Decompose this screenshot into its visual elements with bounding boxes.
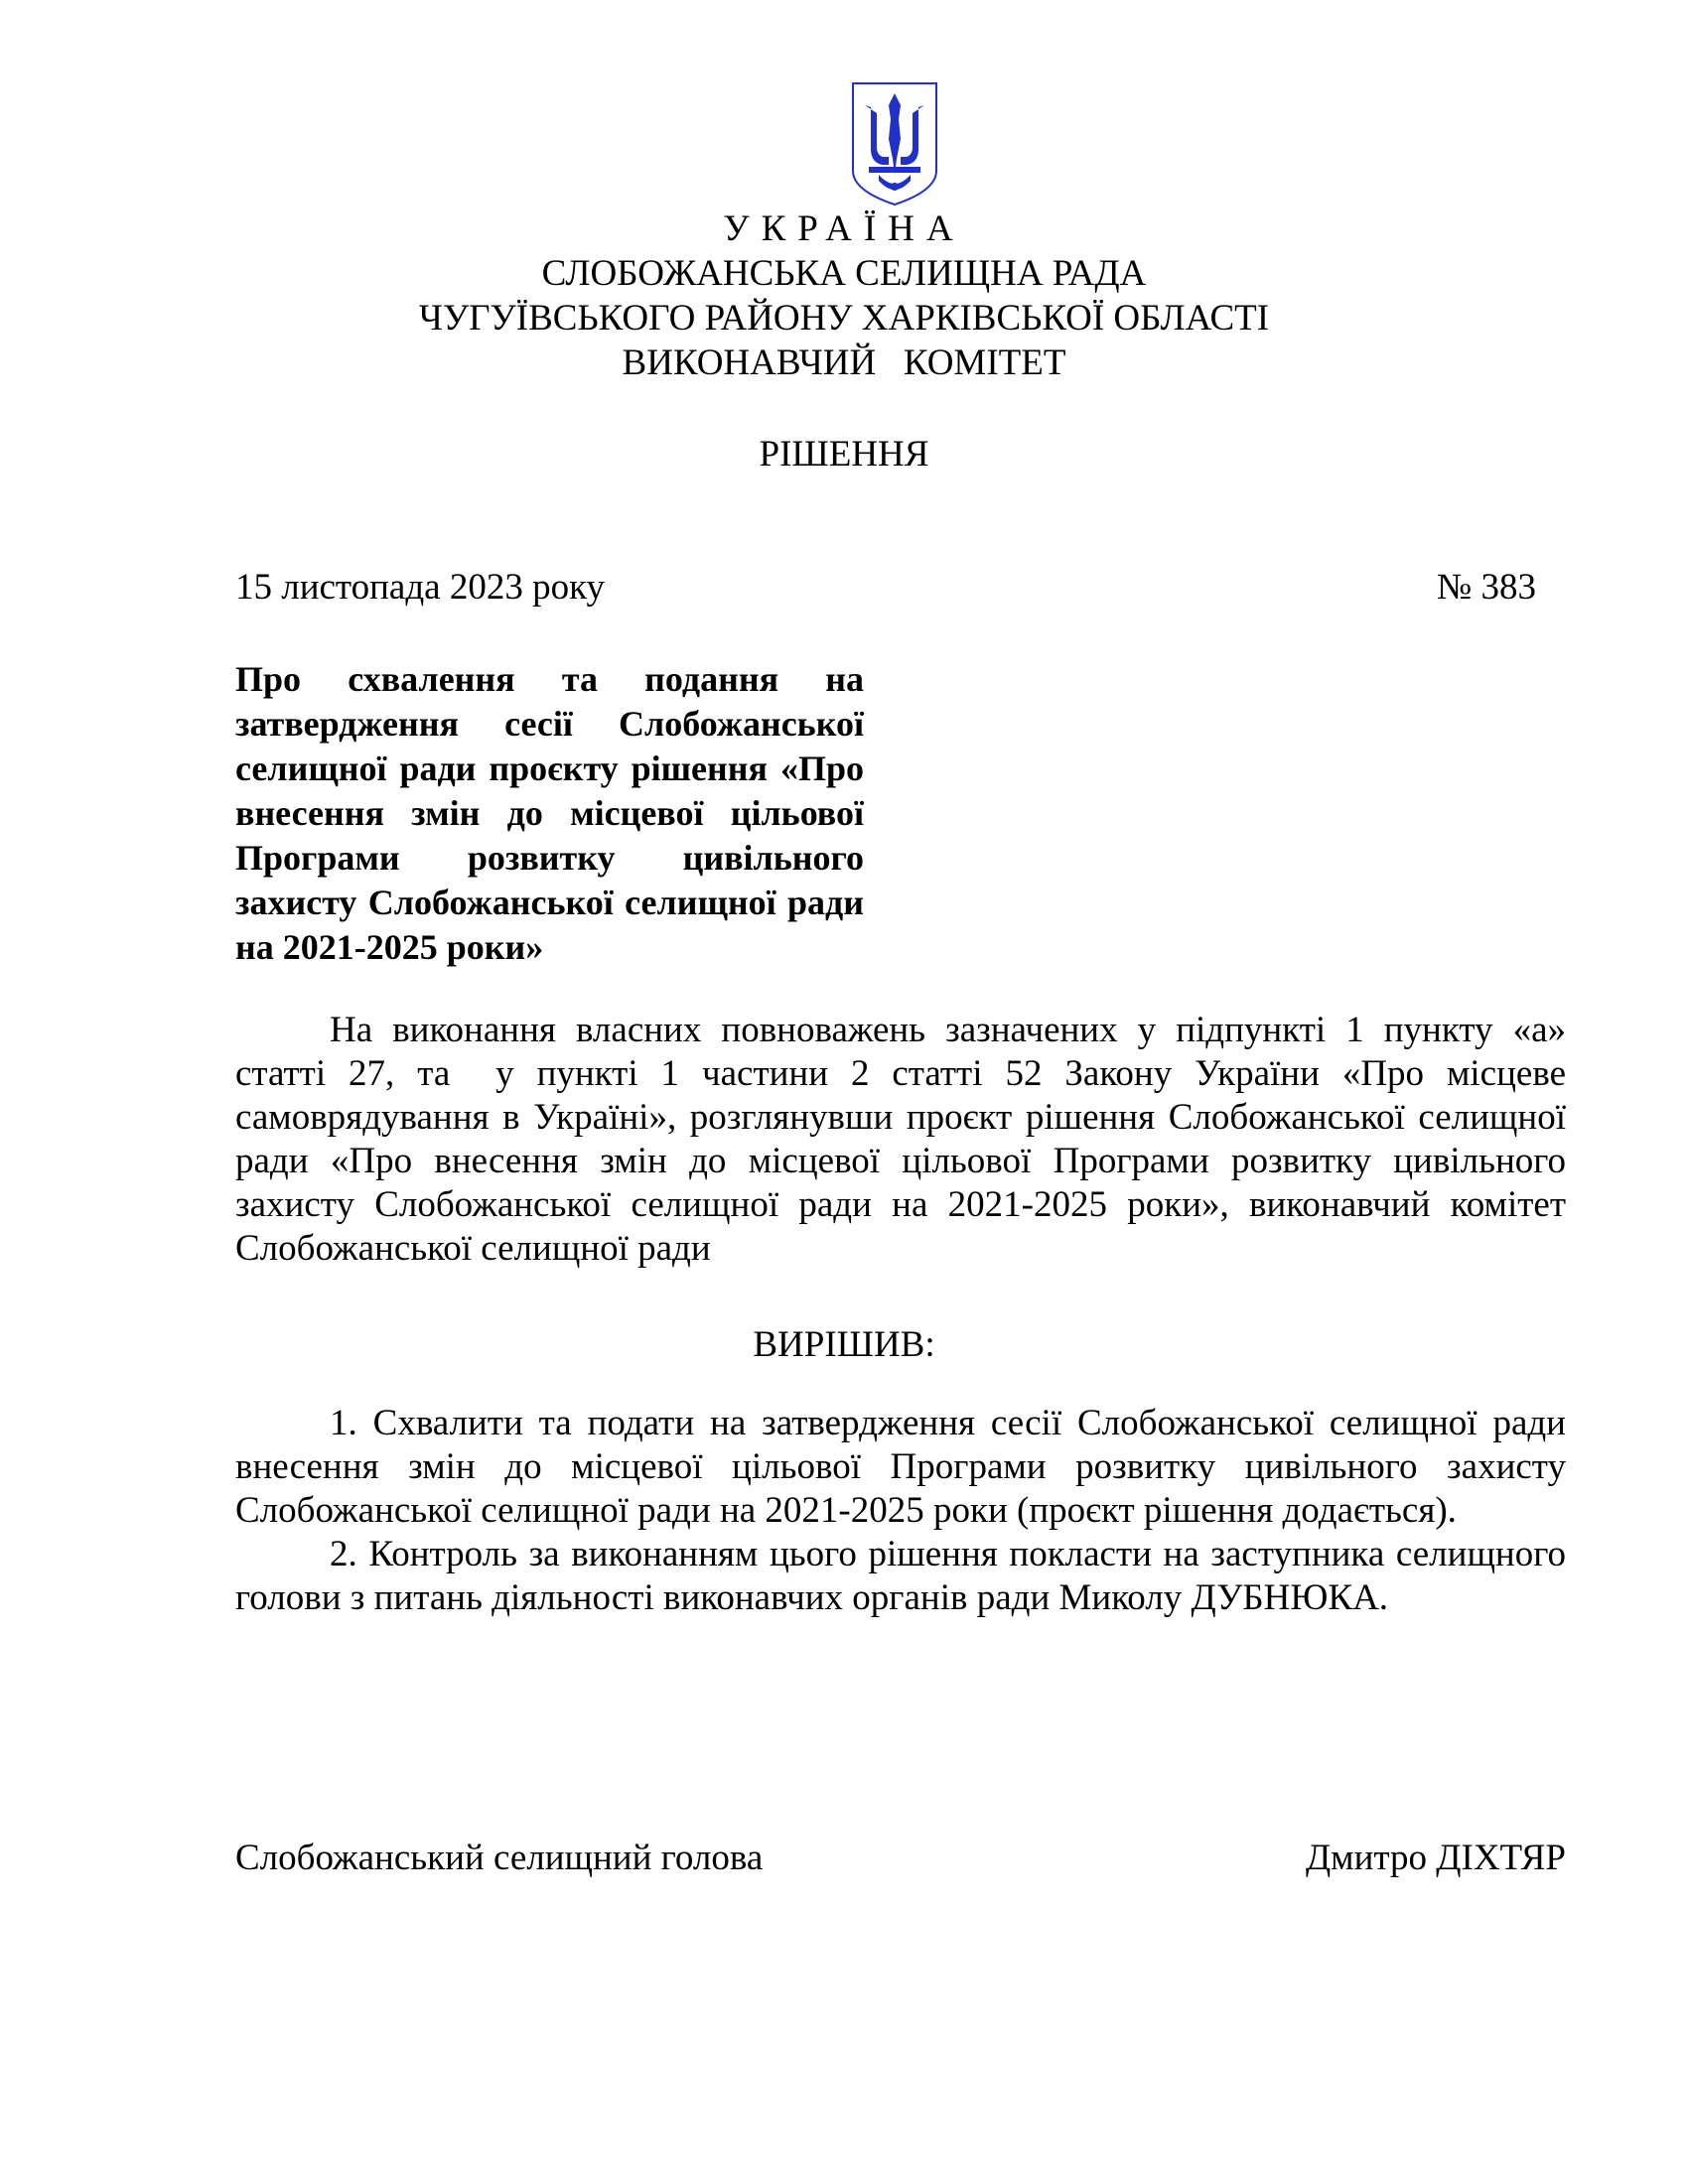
letterhead-committee: ВИКОНАВЧИЙ КОМІТЕТ — [622, 342, 1066, 383]
trident-icon — [849, 79, 940, 208]
letterhead-district: ЧУГУЇВСЬКОГО РАЙОНУ ХАРКІВСЬКОЇ ОБЛАСТІ — [418, 298, 1270, 339]
document-subject: Про схвалення та подання на затвердження сесії Слобожанської селищної ради проєкту рішення «Про внесення змін до місцевої цільової Програми розвитку цивільного захисту Слобожанської селищної ради на 2021-2025 роки» — [235, 659, 864, 967]
letterhead-country: УКРАЇНА — [723, 208, 965, 249]
decision-item: 1. Схвалити та подати на затвердження сесії Слобожанської селищної ради внесення змін до місцевої цільової Програми розвитку цивільного захисту Слобожанської селищної ради на 2021-2025 роки (проєкт рішення додається). — [235, 1403, 1566, 1531]
resolved-heading: ВИРІШИВ: — [753, 1324, 935, 1365]
letterhead — [0, 206, 1688, 385]
signatory-name: Дмитро ДІХТЯР — [1305, 1838, 1566, 1878]
document-date: 15 листопада 2023 року — [235, 567, 606, 608]
preamble-paragraph: На виконання власних повноважень зазначених у підпункті 1 пункту «а» статті 27, та у пункті 1 частини 2 статті 52 Закону України «Про місцеве самоврядування в Україні», розглянувши проєкт рішення Слобожанської селищної ради «Про внесення змін до місцевої цільової Програми розвитку цивільного захисту Слобожанської селищної ради на 2021-2025 роки», виконавчий комітет Слобожанської селищної ради — [235, 1010, 1576, 1269]
signature-line — [235, 1837, 1566, 1879]
decision-items — [235, 1402, 1566, 1620]
preamble — [235, 1009, 1576, 1271]
decision-item: 2. Контроль за виконанням цього рішення покласти на заступника селищного голови з питань діяльності виконавчих органів ради Миколу ДУБНЮКА. — [235, 1534, 1566, 1618]
date-number-line — [235, 566, 1536, 609]
signatory-position: Слобожанський селищний голова — [235, 1838, 764, 1878]
document-number: № 383 — [1436, 567, 1536, 608]
document-title: РІШЕННЯ — [759, 434, 929, 475]
letterhead-council: СЛОБОЖАНСЬКА СЕЛИЩНА РАДА — [541, 253, 1147, 294]
